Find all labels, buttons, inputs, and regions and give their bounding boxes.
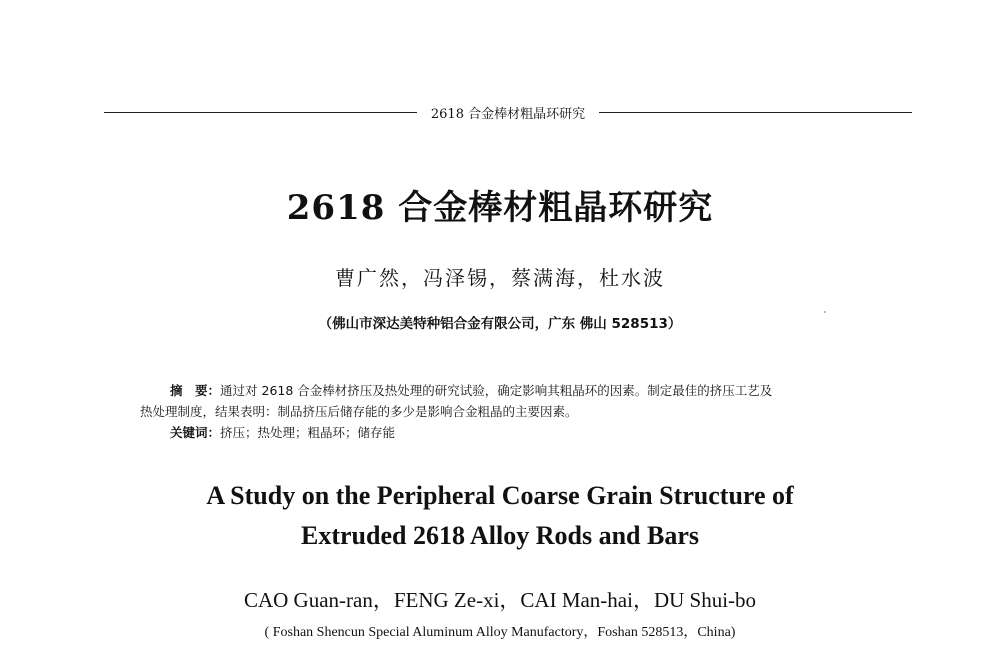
english-affiliation: ( Foshan Shencun Special Aluminum Alloy Manufactory，Foshan 528513，China) [264,625,736,640]
abstract-text-line2: 热处理制度，结果表明：制品挤压后储存能的多少是影响合金粗晶的主要因素。 [140,404,578,419]
keywords-text: 挤压；热处理；粗晶环；储存能 [220,425,396,440]
chinese-affiliation: （佛山市深达美特种铝合金有限公司，广东 佛山 528513） [318,316,682,332]
header-rule-right [599,112,912,113]
abstract-label: 摘 要： [170,383,221,398]
chinese-abstract [140,380,885,443]
keywords [140,422,885,443]
running-header-title: 2618 合金棒材粗晶环研究 [430,106,586,122]
running-header [104,100,912,124]
chinese-authors: 曹广然，冯泽锡，蔡满海，杜水波 [335,266,665,290]
english-title [0,476,1000,556]
english-authors: CAO Guan-ran，FENG Ze-xi，CAI Man-hai，DU Shui-bo [243,588,757,612]
english-title-line1: A Study on the Peripheral Coarse Grain Structure of [206,481,794,510]
header-rule-left [104,112,417,113]
keywords-label: 关键词： [170,425,221,440]
english-title-line2: Extruded 2618 Alloy Rods and Bars [300,521,700,550]
abstract-text-line1: 通过对 2618 合金棒材挤压及热处理的研究试验，确定影响其粗晶环的因素。制定最佳的挤压工艺及 [220,383,773,398]
abstract-first-line [140,380,885,401]
chinese-title: 2618 合金棒材粗晶环研究 [286,188,714,228]
scan-speck [824,311,826,313]
